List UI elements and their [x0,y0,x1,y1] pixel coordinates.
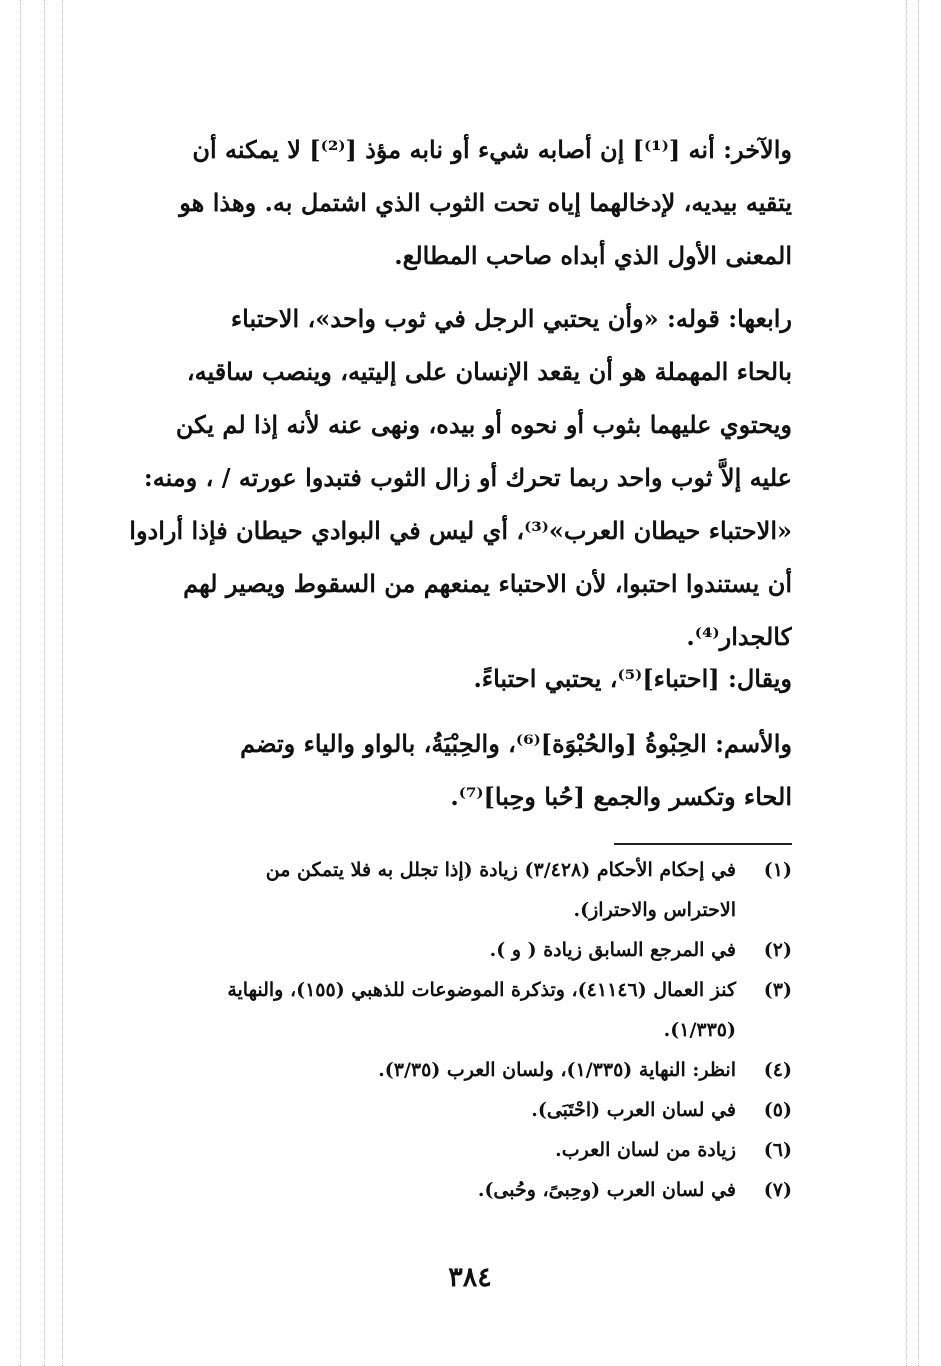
paragraph-verb-form [122,652,792,705]
footnote-number: (٢) [763,939,792,961]
footnote-text [122,1050,736,1090]
paragraph-fourth-point [122,292,792,663]
paragraph-second-meaning [122,123,792,282]
text-line: الحاء وتكسر والجمع [حُبا وحِبا]⁽⁷⁾. [450,782,792,811]
text-line: والأسم: الحِبْوةُ [والحُبْوَة]⁽⁶⁾، والحِبْيَةُ، بالواو والياء وتضم [240,729,792,758]
footnote-text [122,930,736,970]
footnotes [122,850,792,1210]
footnote-item [122,850,792,930]
footnote-item [122,1050,792,1090]
text-line: «الاحتباء حيطان العرب»⁽³⁾، أي ليس في البوادي حيطان فإذا أرادوا [129,516,792,545]
text-line: يتقيه بيديه، لإدخالهما إياه تحت الثوب الذي اشتمل به. وهذا هو [179,188,792,217]
text-line: والآخر: أنه [⁽¹⁾] إن أصابه شيء أو نابه مؤذ [⁽²⁾] لا يمكنه أن [192,135,792,164]
footnote-number: (٦) [763,1139,792,1161]
page-number: ٣٨٤ [448,1262,492,1293]
text-line: كالجدار⁽⁴⁾. [686,622,792,651]
footnote-line: انظر: النهاية (١/٣٣٥)، ولسان العرب (٣/٣٥). [378,1059,736,1081]
footnote-number: (٤) [763,1059,792,1081]
scan-edge-line [44,0,45,1366]
scan-edge-line [918,0,919,1366]
footnote-item [122,930,792,970]
footnote-line: في إحكام الأحكام (٣/٤٢٨) زيادة (إذا تجلل به فلا يتمكن من [265,859,736,881]
text-line: المعنى الأول الذي أبداه صاحب المطالع. [394,241,792,270]
footnote-line: في المرجع السابق زيادة ( و ). [489,939,736,961]
footnote-item [122,1090,792,1130]
footnote-text [122,970,736,1050]
footnote-line: في لسان العرب (احْتَبَى). [531,1099,736,1121]
footnote-text [122,850,736,930]
scan-edge-line [62,0,63,1366]
footnote-line: الاحتراس والاحتراز). [573,899,736,921]
text-line: بالحاء المهملة هو أن يقعد الإنسان على إليتيه، وينصب ساقيه، [186,357,792,386]
scan-edge-line [20,0,21,1366]
text-line: ويحتوي عليهما بثوب أو نحوه أو بيده، ونهى عنه لأنه إذا لم يكن [175,410,792,439]
footnote-line: زيادة من لسان العرب. [555,1139,736,1161]
text-line: ويقال: [احتباء]⁽⁵⁾، يحتبي احتباءً. [473,664,792,693]
footnote-line: كنز العمال (٤١١٤٦)، وتذكرة الموضوعات للذهبي (١٥٥)، والنهاية [227,979,736,1001]
footnote-separator [614,843,792,845]
text-line: رابعها: قوله: «وأن يحتبي الرجل في ثوب واحد»، الاحتباء [230,304,792,333]
footnote-line: في لسان العرب (وحِبىً، وحُبى). [477,1179,736,1201]
footnote-text [122,1130,736,1170]
footnote-item [122,1170,792,1210]
footnote-text [122,1170,736,1210]
footnote-number: (٥) [763,1099,792,1121]
text-line: أن يستندوا احتبوا، لأن الاحتباء يمنعهم من السقوط ويصير لهم [183,569,792,598]
text-line: عليه إلاَّ ثوب واحد ربما تحرك أو زال الثوب فتبدوا عورته / ، ومنه: [143,463,792,492]
footnote-item [122,1130,792,1170]
footnote-number: (٧) [763,1179,792,1201]
footnote-text [122,1090,736,1130]
footnote-line: (١/٣٣٥). [663,1019,736,1041]
footnote-number: (٣) [763,979,792,1001]
footnote-number: (١) [763,859,792,881]
scan-edge-line [906,0,907,1366]
paragraph-noun-forms [122,717,792,823]
footnote-item [122,970,792,1050]
